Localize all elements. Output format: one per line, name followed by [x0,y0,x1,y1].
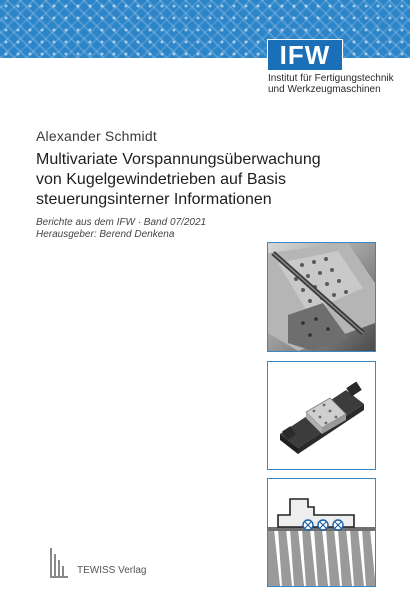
machine-table-photo [267,242,376,352]
linear-axis-render [267,361,376,470]
title-line-3: steuerungsinterner Informationen [36,191,272,208]
institute-line-2: und Werkzeugmaschinen [268,84,381,95]
machine-table-icon [268,243,375,351]
institute-line-1: Institut für Fertigungstechnik [268,73,394,84]
author-name: Alexander Schmidt [36,128,157,144]
header-pattern-band [0,0,410,58]
ifw-logo [268,40,342,70]
institute-name [268,73,408,95]
publisher-name: TEWISS Verlag [77,565,147,576]
publisher-block [50,548,170,584]
ball-screw-preload-diagram [267,478,376,587]
linear-axis-icon [268,362,375,469]
tewiss-logo-icon [50,548,68,578]
ball-screw-icon [268,479,375,586]
editor-line: Herausgeber: Berend Denkena [36,229,175,240]
title-line-1: Multivariate Vorspannungsüberwachung [36,151,321,168]
book-title [36,150,396,210]
series-line: Berichte aus dem IFW · Band 07/2021 [36,217,207,228]
series-info [36,217,206,241]
title-line-2: von Kugelgewindetrieben auf Basis [36,171,286,188]
ifw-logo-text: IFW [279,39,331,70]
